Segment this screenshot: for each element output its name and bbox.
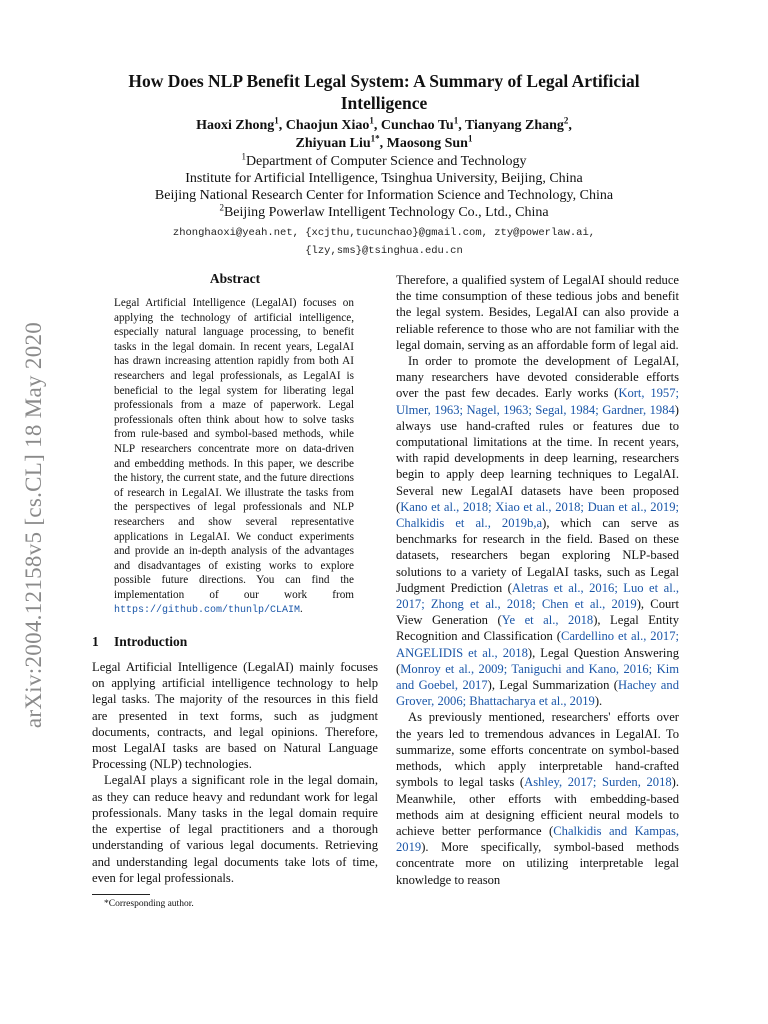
author-name: Haoxi Zhong [196, 118, 275, 133]
paragraph-text: As previously mentioned, researchers' efforts over the years led to tremendous advances in LegalAI. To summarize, some efforts concentrate on symbol-based methods, which apply interpretable hand-crafted symbols to legal tasks ( [396, 710, 679, 790]
arxiv-id: arXiv:2004.12158v5 [cs.CL] 18 May 2020 [21, 321, 46, 729]
right-paragraph-1: Therefore, a qualified system of LegalAI should reduce the time consumption of these tedious jobs and benefit the legal system. Besides, LegalAI can also provide a reliable reference to those who are not familiar with the legal domain, serving as an affordable form of legal aid. [396, 273, 679, 352]
author-separator: , [373, 118, 381, 133]
paragraph-text: ), which can serve as benchmarks for research in the field. Based on these datasets, researchers began exploring NLP-based solutions to a variety of LegalAI tasks, such as Legal Judgment Prediction ( [396, 516, 679, 595]
affiliation-line [90, 204, 678, 221]
abstract-body [114, 296, 354, 619]
citation-link[interactable]: Ashley, 2017; Surden, 2018 [524, 775, 672, 790]
affiliations [90, 153, 678, 221]
citation-link[interactable]: Cardellino et al., 2017; ANGELIDIS et al., 2018 [396, 629, 679, 660]
author-affiliation-mark: 1* [370, 133, 380, 144]
paragraph-text: ), Legal Entity Recognition and Classification ( [396, 613, 679, 644]
section-number: 1 [92, 634, 99, 650]
paragraph-text: ), Legal Question Answering ( [396, 645, 680, 676]
author-affiliation-mark: 1 [274, 115, 279, 126]
right-paragraph-3 [396, 709, 679, 887]
footnote: *Corresponding author. [104, 898, 194, 909]
citation-link[interactable]: Monroy et al., 2009; Taniguchi and Kano, 2016; Kim and Goebel, 2017 [396, 661, 679, 693]
author-name: Tianyang Zhang [464, 118, 564, 133]
citation-link[interactable]: Aletras et al., 2016; Luo et al., 2017; Zhong et al., 2018; Chen et al., 2019 [396, 580, 679, 612]
affiliation-line [90, 187, 678, 204]
left-column [92, 270, 378, 910]
email-line-2: {lzy,sms}@tsinghua.edu.cn [305, 245, 463, 257]
paragraph-text: ), Court View Generation ( [396, 597, 679, 628]
code-link[interactable]: https://github.com/thunlp/CLAIM [114, 605, 301, 617]
citation-link[interactable]: Kort, 1957; Ulmer, 1963; Nagel, 1963; Segal, 1984; Gardner, 1984 [396, 386, 679, 417]
abstract-heading: Abstract [209, 271, 261, 286]
right-column [396, 272, 679, 888]
affiliation-line [90, 153, 678, 170]
author-separator: , [278, 118, 286, 133]
affiliation-text: Beijing Powerlaw Intelligent Technology Co., Ltd., China [223, 205, 549, 220]
abstract-end: . [300, 603, 303, 616]
paragraph-text: In order to promote the development of LegalAI, many researchers have devoted considerable efforts over the past few decades. Early works ( [396, 354, 679, 401]
footnote-rule [92, 894, 150, 895]
section-heading-introduction [92, 633, 378, 651]
paragraph-text: ). More specifically, symbol-based methods concentrate more on utilizing interpretable legal knowledge to reason [396, 840, 679, 887]
author-affiliation-mark: 1 [369, 115, 374, 126]
paragraph-text: ). Meanwhile, other efforts with embedding-based methods aim at designing efficient neural models to achieve better performance ( [396, 775, 680, 838]
affiliation-text: Department of Computer Science and Technology [245, 154, 527, 169]
paragraph-text: ) always use hand-crafted rules or features due to computational limitations at the time. In recent years, with rapid developments in deep learning, researchers begin to apply deep learning techniques to LegalAI. Several new LegalAI datasets have been proposed ( [396, 402, 679, 514]
author-name: Chaojun Xiao [285, 118, 370, 133]
affiliation-text: Institute for Artificial Intelligence, Tsinghua University, Beijing, China [185, 171, 583, 186]
paragraph-text: ), Legal Summarization ( [487, 678, 618, 693]
right-paragraph-2 [396, 353, 679, 709]
citation-link[interactable]: Ye et al., 2018 [501, 613, 594, 628]
author-separator: , [458, 118, 465, 133]
author-separator: , [379, 136, 387, 151]
author-affiliation-mark: 2 [563, 115, 569, 126]
author-emails [90, 224, 678, 260]
section-title: Introduction [114, 634, 188, 650]
author-affiliation-mark: 1 [453, 115, 459, 126]
abstract-text: Legal Artificial Intelligence (LegalAI) focuses on applying the technology of artificial intelligence, especially natural language processing, to benefit tasks in the legal domain. In recent years, LegalAI has drawn increasing attention rapidly from both AI researchers and legal professionals, as LegalAI is beneficial to the legal system for liberating legal professionals from a maze of paperwork. Legal professionals often think about how to solve tasks from rule-based and symbol-based methods, while NLP researchers concentrate more on data-driven and embedding methods. In this paper, we describe the history, the current state, and the future directions of research in LegalAI. We illustrate the tasks from the perspectives of legal professionals and NLP researchers and show several representative applications in LegalAI. We conduct experiments and provide an in-depth analysis of the advantages and disadvantages of existing works to explore possible future directions. You can find the implementation of our work from [114, 297, 354, 601]
citation-link[interactable]: Hachey and Grover, 2006; Bhattacharya et al., 2019 [396, 678, 679, 709]
author-name: Maosong Sun [386, 136, 468, 151]
affiliation-mark: 2 [219, 202, 224, 213]
citation-link[interactable]: Kano et al., 2018; Xiao et al., 2018; Duan et al., 2019; Chalkidis et al., 2019b,a [396, 499, 679, 531]
author-affiliation-mark: 1 [467, 133, 473, 144]
paper-title: How Does NLP Benefit Legal System: A Summary of Legal Artificial Intelligence [128, 71, 640, 113]
author-line-2 [100, 135, 668, 153]
affiliation-line [90, 170, 678, 187]
affiliation-mark: 1 [241, 151, 246, 162]
intro-paragraph-2: LegalAI plays a significant role in the legal domain, as they can reduce heavy and redundant work for legal professionals. Many tasks in the legal domain require the expertise of legal practitioners and a thorough understanding of various legal documents. Retrieving and understanding legal documents take lots of time, even for legal professionals. [92, 773, 378, 885]
affiliation-text: Beijing National Research Center for Information Science and Technology, China [154, 188, 614, 203]
intro-paragraph-1: Legal Artificial Intelligence (LegalAI) mainly focuses on applying artificial intelligence technology to help legal tasks. The majority of the resources in this field are presented in text forms, such as judgment documents, contracts, and legal opinions. Therefore, most LegalAI tasks are based on Natural Language Processing (NLP) technologies. [92, 660, 378, 772]
arxiv-sidebar-stamp [14, 305, 54, 745]
author-name: Cunchao Tu [380, 118, 454, 133]
author-name: Zhiyuan Liu [295, 136, 371, 151]
citation-link[interactable]: Chalkidis and Kampas, 2019 [396, 823, 679, 855]
author-line-1 [100, 117, 668, 135]
author-list [100, 117, 668, 153]
author-separator: , [568, 118, 572, 133]
paragraph-text: ). [594, 694, 603, 709]
email-line-1: zhonghaoxi@yeah.net, {xcjthu,tucunchao}@gmail.com, zty@powerlaw.ai, [172, 227, 596, 239]
